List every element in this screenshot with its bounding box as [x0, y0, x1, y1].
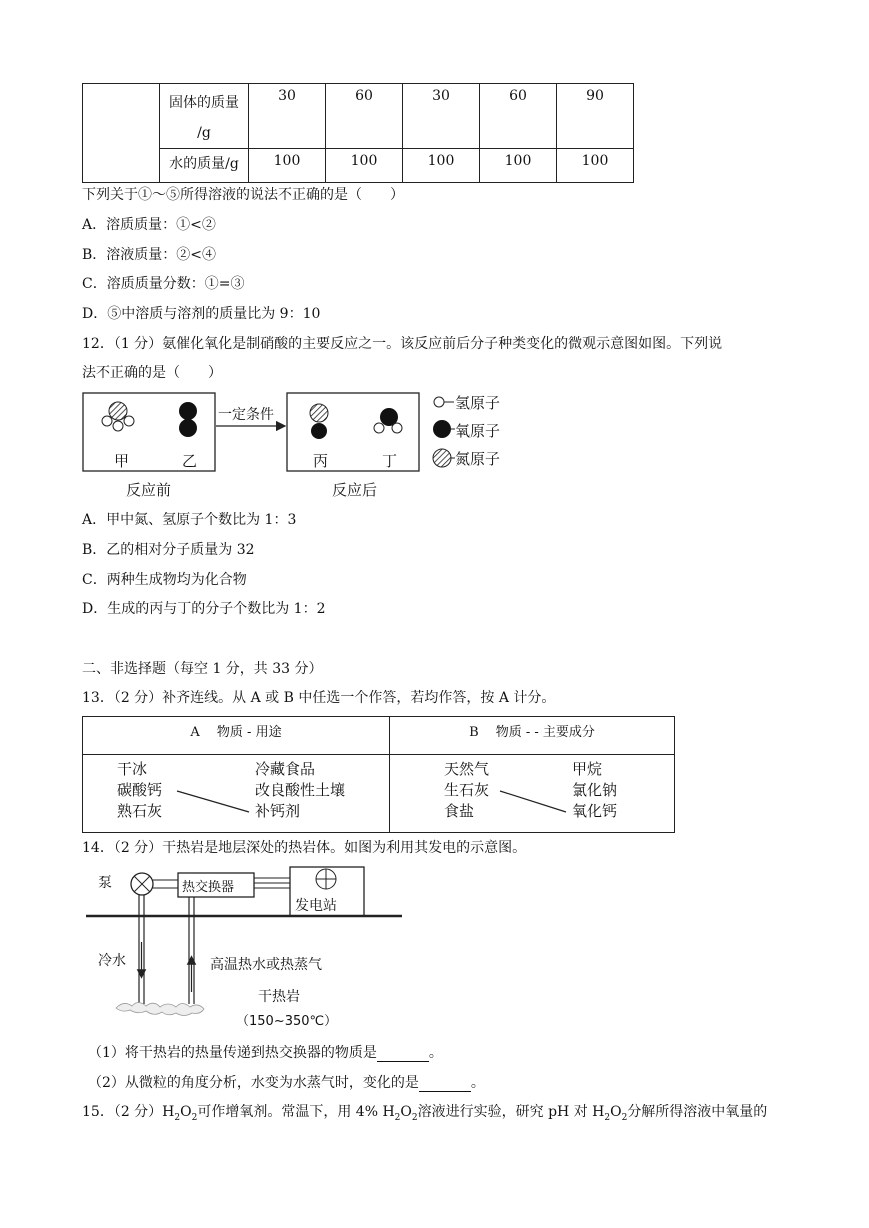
nitrogen-legend-icon — [433, 449, 451, 467]
option-a: A．溶质质量：①<② — [82, 217, 216, 233]
matching-table — [82, 716, 675, 833]
label-jia: 甲 — [114, 452, 130, 470]
geothermal-diagram-svg — [86, 862, 406, 1034]
option-d: D．生成的丙与丁的分子个数比为 1：2 — [82, 601, 326, 617]
label-station: 发电站 — [295, 898, 337, 914]
table-cell: 60 — [326, 84, 403, 149]
reaction-condition: 一定条件 — [218, 407, 274, 423]
question-stem-cont: 法不正确的是（ ） — [82, 365, 222, 381]
table-blank-cell — [83, 84, 160, 183]
sub-question-2: （2）从微粒的角度分析，水变为水蒸气时，变化的是 。 — [88, 1075, 485, 1091]
a-right-item: 补钙剂 — [255, 802, 301, 820]
b-left-item: 生石灰 — [444, 781, 490, 799]
rock-icon — [116, 1003, 204, 1016]
connect-line-icon — [390, 755, 674, 833]
question-stem: 12．（1 分）氨催化氧化是制硝酸的主要反应之一。该反应前后分子种类变化的微观示意图如图。下列说 — [82, 336, 723, 352]
a-right-item: 改良酸性土壤 — [255, 781, 346, 799]
table-cell: 100 — [557, 149, 634, 183]
label-exchanger: 热交换器 — [182, 880, 235, 895]
option-a: A．甲中氮、氢原子个数比为 1：3 — [82, 512, 297, 528]
question-stem: 15．（2 分）$H_2O_2$可作增氧剂。常温下，用 4% $H_2O_2$溶液进行实验，研究 pH 对 $H_2O_2$分解所得溶液中氧量的 — [82, 1104, 768, 1123]
table-cell: 30 — [249, 84, 326, 149]
connect-line-icon — [83, 755, 389, 833]
option-d: D．⑤中溶质与溶剂的质量比为 9：10 — [82, 306, 321, 322]
hydrogen-legend-icon — [434, 397, 444, 407]
option-b: B．溶液质量：②<④ — [82, 247, 217, 263]
a-left-item: 碳酸钙 — [117, 781, 163, 799]
nitrogen-atom-icon — [310, 404, 328, 422]
section-heading: 二、非选择题（每空 1 分，共 33 分） — [82, 661, 323, 677]
label-ding: 丁 — [382, 452, 398, 470]
matching-cell-b — [390, 755, 675, 833]
table-cell: 30 — [403, 84, 480, 149]
question-stem: 14．（2 分）干热岩是地层深处的热岩体。如图为利用其发电的示意图。 — [82, 840, 527, 856]
table-cell: 100 — [249, 149, 326, 183]
hydrogen-atom-icon — [124, 416, 134, 426]
a-left-item: 熟石灰 — [117, 802, 163, 820]
label-bing: 丙 — [313, 452, 329, 470]
hydrogen-atom-icon — [102, 416, 112, 426]
legend-oxygen: 氧原子 — [455, 422, 501, 440]
caption-before: 反应前 — [126, 481, 172, 499]
question-stem: 13．（2 分）补齐连线。从 A 或 B 中任选一个作答，若均作答，按 A 计分。 — [82, 690, 556, 706]
oxygen-atom-icon — [311, 423, 327, 439]
label-yi: 乙 — [182, 452, 198, 470]
header-a: A 物质 - 用途 — [83, 717, 390, 755]
hydrogen-atom-icon — [113, 421, 123, 431]
legend-nitrogen: 氮原子 — [455, 450, 501, 468]
legend-hydrogen: 氢原子 — [455, 394, 501, 412]
b-right-item: 氯化钠 — [572, 781, 618, 799]
b-left-item: 天然气 — [444, 760, 490, 778]
caption-after: 反应后 — [332, 481, 378, 499]
solubility-table — [82, 83, 634, 183]
b-right-item: 甲烷 — [572, 760, 603, 778]
option-c: C．两种生成物均为化合物 — [82, 572, 247, 588]
oxygen-atom-icon — [179, 402, 197, 420]
a-right-item: 冷藏食品 — [255, 760, 316, 778]
label-cold-water: 冷水 — [98, 953, 126, 969]
a-left-item: 干冰 — [117, 760, 148, 778]
label-rock: 干热岩 — [258, 989, 300, 1005]
oxygen-legend-icon — [433, 420, 451, 438]
question-stem: 下列关于①～⑤所得溶液的说法不正确的是（ ） — [82, 187, 404, 203]
table-cell: 100 — [480, 149, 557, 183]
table-cell: 100 — [326, 149, 403, 183]
header-b: B 物质 - - 主要成分 — [390, 717, 675, 755]
table-row-header: 固体的质量 /g — [160, 84, 249, 149]
sub-question-1: （1）将干热岩的热量传递到热交换器的物质是 。 — [88, 1045, 443, 1061]
b-right-item: 氧化钙 — [572, 802, 618, 820]
reaction-diagram — [82, 390, 532, 500]
table-cell: 90 — [557, 84, 634, 149]
hydrogen-atom-icon — [374, 423, 384, 433]
option-c: C．溶质质量分数：①=③ — [82, 276, 245, 292]
table-cell: 60 — [480, 84, 557, 149]
nitrogen-atom-icon — [109, 402, 127, 420]
label-hot-water: 高温热水或热蒸气 — [210, 957, 322, 973]
b-left-item: 食盐 — [444, 802, 475, 820]
option-b: B．乙的相对分子质量为 32 — [82, 542, 255, 558]
table-row-header: 水的质量/g — [160, 149, 249, 183]
matching-cell-a — [83, 755, 390, 833]
label-pump: 泵 — [98, 875, 112, 891]
geothermal-diagram — [86, 862, 406, 1034]
oxygen-atom-icon — [179, 419, 197, 437]
answer-blank[interactable] — [377, 1047, 429, 1062]
answer-blank[interactable] — [419, 1077, 471, 1092]
label-temperature: （150~350℃） — [236, 1014, 338, 1029]
hydrogen-atom-icon — [392, 423, 402, 433]
table-cell: 100 — [403, 149, 480, 183]
